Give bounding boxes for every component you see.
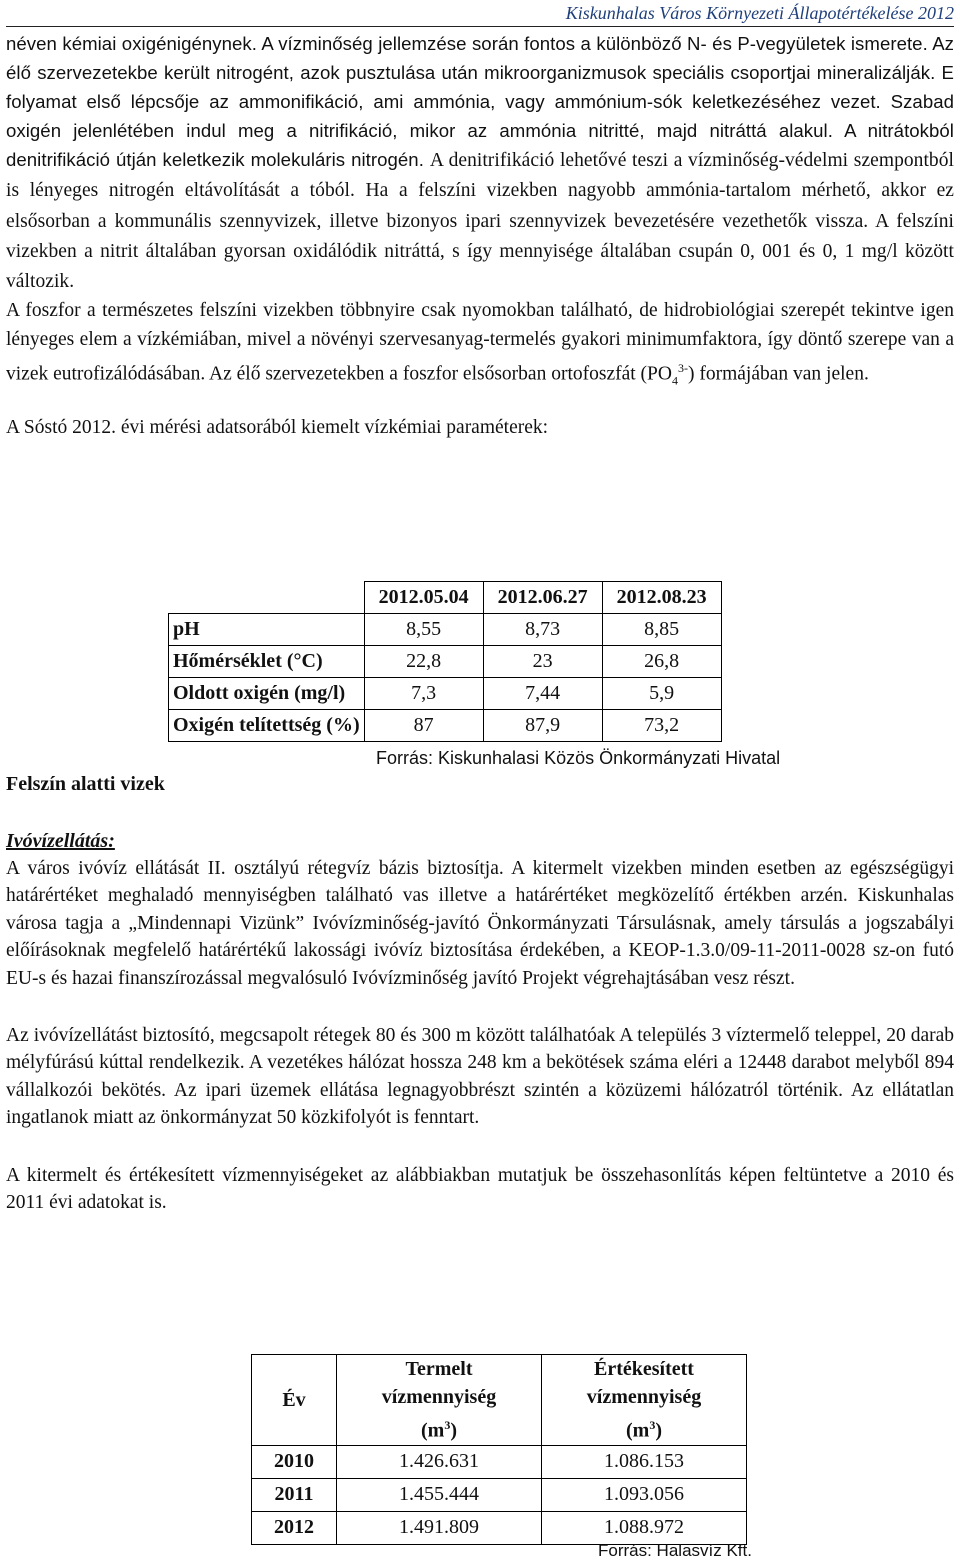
table-source-note: Forrás: Kiskunhalasi Közös Önkormányzati Hivatal <box>376 748 781 768</box>
unit-superscript: 3 <box>444 1418 451 1432</box>
paragraph-phosphorus-end: ) formájában van jelen. <box>687 363 869 385</box>
drinking-water-section <box>6 827 954 1216</box>
water-volume-table <box>251 1354 747 1545</box>
table-row <box>169 678 722 710</box>
table-corner <box>169 582 365 614</box>
table-cell: 1.086.153 <box>542 1445 747 1478</box>
row-label: Oldott oxigén (mg/l) <box>169 678 365 710</box>
table-cell: 1.093.056 <box>542 1478 747 1511</box>
date-col-1: 2012.05.04 <box>364 582 483 614</box>
unit-superscript: 3 <box>649 1418 656 1432</box>
formula-subscript: 4 <box>671 373 678 388</box>
paragraph-phosphorus-text: A foszfor a természetes felszíni vizekben többnyire csak nyomokban található, de hidrobiológiai szerepét tekintve igen lényeges elem a vízkémiában, mivel a növényi szervesanyag-termelés gyakori minimumfaktora, így döntő szerepe van a vizek eutrofizálódásában. Az élő szervezetekben a foszfor elsősorban ortofoszfát (PO <box>6 299 954 385</box>
table-cell: 7,44 <box>483 678 602 710</box>
table-source-note: Forrás: Halasvíz Kft. <box>598 1541 752 1560</box>
row-label: Hőmérséklet (°C) <box>169 646 365 678</box>
table-cell: 1.088.972 <box>542 1511 747 1544</box>
table-cell: 5,9 <box>602 678 721 710</box>
header-sold <box>542 1355 747 1446</box>
header-sold-line1: Értékesített <box>594 1358 694 1380</box>
section-heading-groundwater: Felszín alatti vizek <box>6 773 165 795</box>
unit-suffix: ) <box>655 1419 662 1442</box>
header-produced-line1: Termelt <box>405 1358 473 1380</box>
header-year: Év <box>252 1355 337 1446</box>
header-produced-line2: vízmennyiség <box>381 1386 497 1408</box>
paragraph-drinking-water-1: A város ivóvíz ellátását II. osztályú rétegvíz bázis biztosítja. A kitermelt vizekben minden esetben az egészségügyi határértéket meghaladó mennyiségben található vas illetve a határértéket megközelítő értékben arzén. Kiskunhalas városa tagja a „Mindennapi Vizünk” Ivóvízminőség-javító Önkormányzati Társulásnak, amely társulás a jogszabályi előírásoknak megfelelő határértékű lakossági ivóvíz biztosítása érdekében, a KEOP-1.3.0/09-11-2011-0028 sz-on futó EU-s és hazai finanszírozással megvalósuló Ivóvízminőség javító Projekt végrehajtásában vesz részt. <box>6 858 954 989</box>
paragraph-phosphorus <box>6 296 954 395</box>
date-col-3: 2012.08.23 <box>602 582 721 614</box>
table-row <box>252 1511 747 1544</box>
year-cell: 2010 <box>252 1445 337 1478</box>
table-header-row <box>252 1355 747 1446</box>
paragraph-nitrogen <box>6 29 954 296</box>
table-cell: 87,9 <box>483 710 602 742</box>
unit-prefix: (m <box>626 1419 650 1442</box>
header-produced <box>337 1355 542 1446</box>
table-cell: 87 <box>364 710 483 742</box>
header-sold-line2: vízmennyiség <box>586 1386 702 1408</box>
table-cell: 1.491.809 <box>337 1511 542 1544</box>
table-row <box>169 614 722 646</box>
table-row <box>252 1445 747 1478</box>
date-col-2: 2012.06.27 <box>483 582 602 614</box>
running-header: Kiskunhalas Város Környezeti Állapotértékelése 2012 <box>6 0 954 27</box>
table-cell: 1.455.444 <box>337 1478 542 1511</box>
unit-suffix: ) <box>450 1419 457 1442</box>
paragraph-drinking-water-3: A kitermelt és értékesített vízmennyiségeket az alábbiakban mutatjuk be összehasonlítás képen feltüntetve a 2010 és 2011 évi adatokat is. <box>6 1164 954 1214</box>
table-row <box>169 646 722 678</box>
table-cell: 8,55 <box>364 614 483 646</box>
water-chemistry-table <box>168 581 722 742</box>
table-header-row <box>169 582 722 614</box>
table-cell: 23 <box>483 646 602 678</box>
paragraph-nitrogen-text-b: A denitrifikáció lehetővé teszi a vízminőség-védelmi szempontból is lényeges nitrogén eltávolítását a tóból. Ha a felszíni vizekben nagyobb ammónia-tartalom mérhető, akkor ez elsősorban a kommunális szennyvizek, illetve bizonyos ipari szennyvizek bevezetésére vezethetők vissza. A felszíni vizekben a nitrit általában gyorsan oxidálódik nitráttá, s így mennyisége általában csupán 0, 001 és 0, 1 mg/l között változik. <box>6 150 955 292</box>
year-cell: 2012 <box>252 1511 337 1544</box>
table-row <box>252 1478 747 1511</box>
row-label: pH <box>169 614 365 646</box>
table-cell: 7,3 <box>364 678 483 710</box>
table-row <box>169 710 722 742</box>
table-cell: 22,8 <box>364 646 483 678</box>
row-label: Oxigén telítettség (%) <box>169 710 365 742</box>
paragraph-nitrogen-text-a: néven kémiai oxigénigénynek. A vízminőség jellemzése során fontos a különböző N- és P-vegyületek ismerete. Az élő szervezetekbe került nitrogént, azok pusztulása után mikroorganizmusok speciális csoportjai mineralizálják. E folyamat első lépcsője az ammonifikáció, ami ammónia, vagy ammónium-sók keletkezéséhez vezet. Szabad oxigén jelenlétében indul meg a nitrifikáció, mikor az ammónia nitritté, majd nitráttá alakul. A nitrátokból denitrifikáció útján keletkezik molekuláris nitrogén. <box>6 33 954 171</box>
table-cell: 8,85 <box>602 614 721 646</box>
table-cell: 26,8 <box>602 646 721 678</box>
unit-prefix: (m <box>421 1419 445 1442</box>
table-cell: 73,2 <box>602 710 721 742</box>
section-heading-drinking-water: Ivóvízellátás: <box>6 830 115 852</box>
paragraph-drinking-water-2: Az ivóvízellátást biztosító, megcsapolt rétegek 80 és 300 m között találhatóak A település 3 víztermelő teleppel, 20 darab mélyfúrású kúttal rendelkezik. A vezetékes hálózat hossza 248 km a bekötések száma eléri a 12448 darabot melyből 894 vállalkozói bekötés. Az ipari üzemek ellátása legnagyobbrészt szintén a közüzemi hálózatról történik. Az ellátatlan ingatlanok miatt az önkormányzat 50 közkifolyót is fenntart. <box>6 1025 954 1129</box>
year-cell: 2011 <box>252 1478 337 1511</box>
document-page <box>6 0 954 442</box>
sosto-intro: A Sóstó 2012. évi mérési adatsorából kiemelt vízkémiai paraméterek: <box>6 417 549 439</box>
table-cell: 8,73 <box>483 614 602 646</box>
formula-superscript: 3- <box>677 360 688 375</box>
table-cell: 1.426.631 <box>337 1445 542 1478</box>
